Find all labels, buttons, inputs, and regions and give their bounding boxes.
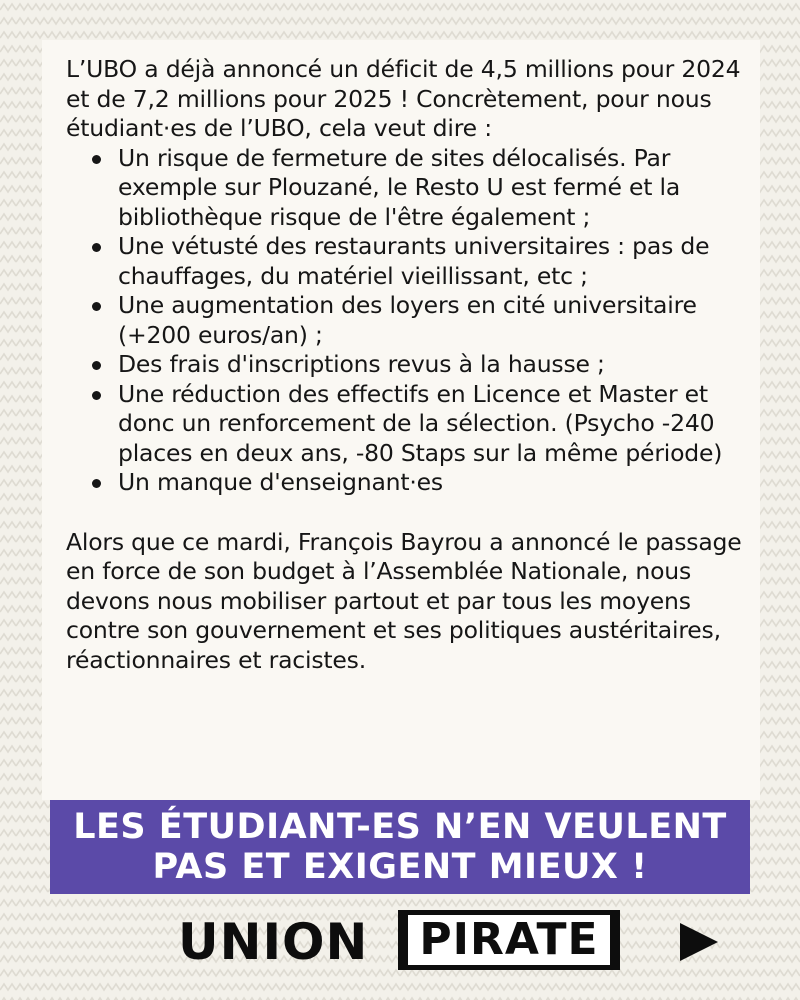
- bullet-dot: [92, 479, 101, 488]
- deficit-consequences-list: [66, 144, 756, 498]
- text-block: [66, 55, 756, 675]
- list-item: [66, 468, 756, 498]
- banner-line-2: PAS ET EXIGENT MIEUX !: [152, 847, 648, 887]
- bullet-dot: [92, 155, 101, 164]
- banner-line-1: LES ÉTUDIANT-ES N’EN VEULENT: [73, 807, 727, 847]
- bullet-dot: [92, 391, 101, 400]
- outro-paragraph: Alors que ce mardi, François Bayrou a annoncé le passage en force de son budget à l’Assemblée Nationale, nous devons nous mobiliser partout et par tous les moyens contre son gouvernement et ses politiques austéritaires, réactionnaires et racistes.: [66, 527, 742, 674]
- logo-pirate-frame: [398, 910, 620, 970]
- list-item-text: Un manque d'enseignant·es: [118, 468, 443, 496]
- list-item: [66, 232, 756, 291]
- list-item-text: Une augmentation des loyers en cité universitaire (+200 euros/an) ;: [118, 291, 697, 349]
- list-item-text: Une vétusté des restaurants universitaires : pas de chauffages, du matériel vieillissant, etc ;: [118, 232, 710, 290]
- list-item: [66, 380, 756, 469]
- bullet-dot: [92, 243, 101, 252]
- list-item: [66, 291, 756, 350]
- list-item-text: Une réduction des effectifs en Licence et Master et donc un renforcement de la sélection. (Psycho -240 places en deux ans, -80 Staps sur la même période): [118, 379, 723, 467]
- slogan-banner: [50, 800, 750, 894]
- bullet-dot: [92, 302, 101, 311]
- list-item-text: Un risque de fermeture de sites délocalisés. Par exemple sur Plouzané, le Resto U est fermé et la bibliothèque risque de l'être également ;: [118, 143, 681, 231]
- play-arrow-icon[interactable]: [678, 922, 720, 962]
- footer: [0, 900, 800, 980]
- logo-word-union: UNION: [178, 913, 369, 971]
- list-item: [66, 350, 756, 380]
- list-item: [66, 144, 756, 233]
- logo-word-pirate: PIRATE: [408, 915, 610, 965]
- list-item-text: Des frais d'inscriptions revus à la hausse ;: [118, 350, 605, 378]
- bullet-dot: [92, 361, 101, 370]
- intro-paragraph: L’UBO a déjà annoncé un déficit de 4,5 millions pour 2024 et de 7,2 millions pour 2025 ! Concrètement, pour nous étudiant·es de l’UBO, cela veut dire :: [66, 55, 741, 142]
